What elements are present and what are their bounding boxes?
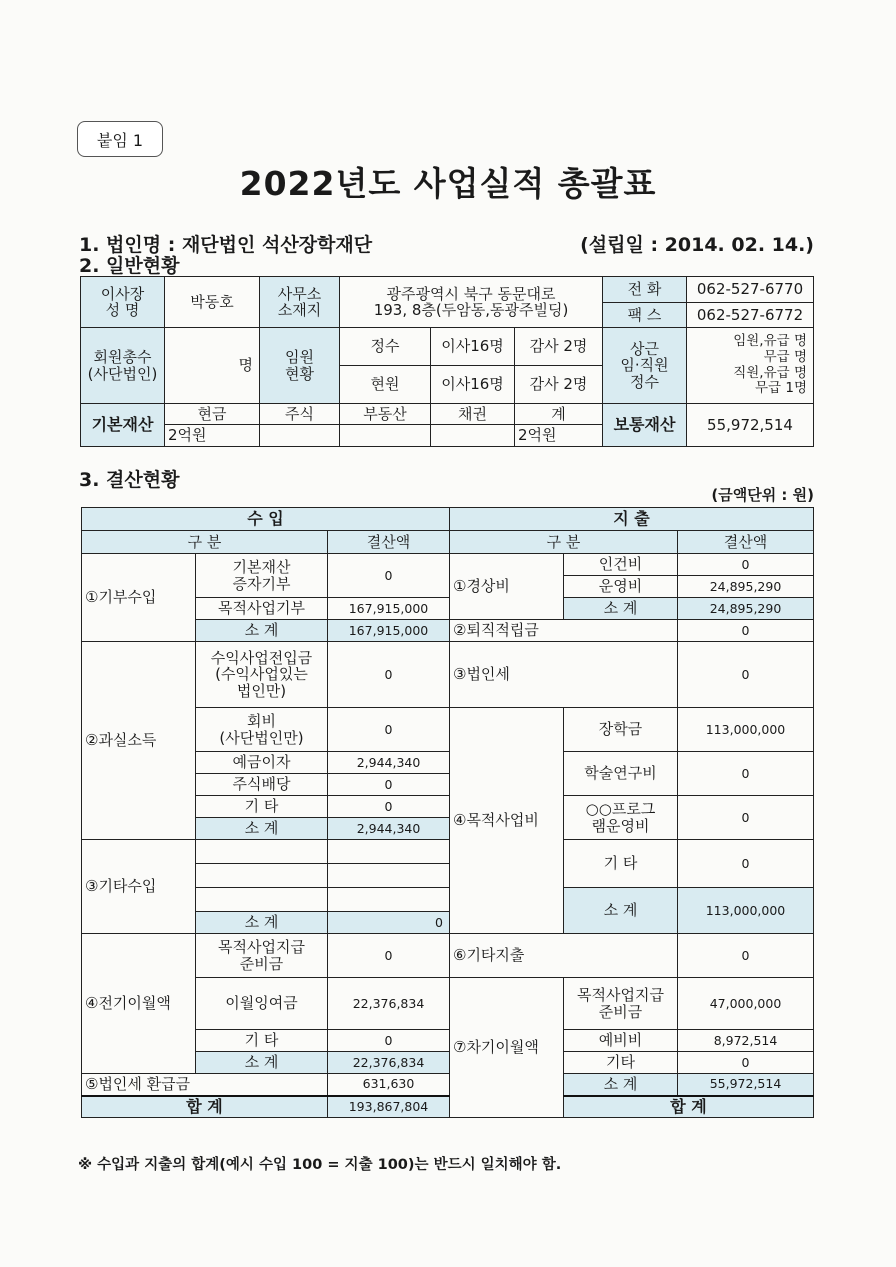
asset-value-bond [431, 425, 515, 447]
quota-label: 정수 [340, 328, 431, 366]
chair-name: 박동호 [165, 277, 260, 328]
income-other: ③기타수입 [82, 840, 196, 934]
asset-header-realestate: 부동산 [340, 404, 431, 425]
income-purpose-donation: 목적사업기부 [196, 598, 328, 620]
expense-total-label: 합 계 [564, 1096, 814, 1118]
expense-contingency: 예비비 [564, 1030, 678, 1052]
expense-next-subtotal-label: 소 계 [564, 1074, 678, 1096]
asset-header-total: 계 [515, 404, 603, 425]
income-profit-transfer: 수익사업전입금 (수익사업있는 법인만) [196, 642, 328, 708]
income-other-subtotal: 0 [328, 912, 450, 934]
expense-operating-subtotal-label: 소 계 [564, 598, 678, 620]
income-carryover: ④전기이월액 [82, 934, 196, 1074]
expense-col-amount: 결산액 [678, 531, 814, 554]
income-fees: 회비 (사단법인만) [196, 708, 328, 752]
asset-value-total: 2억원 [515, 425, 603, 447]
expense-retirement: ②퇴직적립금 [450, 620, 678, 642]
expense-personnel: 인건비 [564, 554, 678, 576]
income-profit-transfer-amt: 0 [328, 642, 450, 708]
chair-label: 이사장 성 명 [81, 277, 165, 328]
income-carry-etc: 기 타 [196, 1030, 328, 1052]
expense-corp-tax: ③법인세 [450, 642, 678, 708]
expense-scholarship: 장학금 [564, 708, 678, 752]
expense-purpose-subtotal: 113,000,000 [678, 888, 814, 934]
income-header: 수 입 [82, 508, 450, 531]
asset-value-cash: 2억원 [165, 425, 260, 447]
income-other-blank-1 [196, 840, 328, 864]
ordinary-assets-label: 보통재산 [603, 404, 687, 447]
income-basic-asset-donation: 기본재산 증자기부 [196, 554, 328, 598]
expense-purpose: ④목적사업비 [450, 708, 564, 934]
income-fruit-subtotal-label: 소 계 [196, 818, 328, 840]
income-purpose-donation-amt: 167,915,000 [328, 598, 450, 620]
corp-name-line: 1. 법인명 : 재단법인 석산장학재단 [79, 234, 373, 256]
income-other-blank-2 [196, 864, 328, 888]
asset-value-realestate [340, 425, 431, 447]
income-col-amount: 결산액 [328, 531, 450, 554]
section-general: 2. 일반현황 [79, 255, 180, 277]
attachment-badge: 붙임 1 [77, 121, 163, 157]
income-fruit-subtotal: 2,944,340 [328, 818, 450, 840]
income-dividend-amt: 0 [328, 774, 450, 796]
income-other-blank-amt-2 [328, 864, 450, 888]
expense-operating-subtotal: 24,895,290 [678, 598, 814, 620]
expense-header: 지 출 [450, 508, 814, 531]
phone-label: 전 화 [603, 277, 687, 303]
asset-header-cash: 현금 [165, 404, 260, 425]
income-tax-refund-amt: 631,630 [328, 1074, 450, 1096]
expense-personnel-amt: 0 [678, 554, 814, 576]
page-title: 2022년도 사업실적 총괄표 [239, 164, 657, 203]
expense-next-etc: 기타 [564, 1052, 678, 1074]
income-fruit-etc: 기 타 [196, 796, 328, 818]
income-surplus: 이월잉여금 [196, 978, 328, 1030]
income-tax-refund: ⑤법인세 환급금 [82, 1074, 328, 1096]
income-other-blank-amt-1 [328, 840, 450, 864]
income-donation: ①기부수입 [82, 554, 196, 642]
income-carry-subtotal-label: 소 계 [196, 1052, 328, 1074]
income-other-blank-amt-3 [328, 888, 450, 912]
expense-operation: 운영비 [564, 576, 678, 598]
income-other-subtotal-label: 소 계 [196, 912, 328, 934]
section-settlement: 3. 결산현황 [79, 469, 180, 491]
expense-reserve-amt: 47,000,000 [678, 978, 814, 1030]
expense-next-carry: ⑦차기이월액 [450, 978, 564, 1118]
expense-program-amt: 0 [678, 796, 814, 840]
income-total: 193,867,804 [328, 1096, 450, 1118]
expense-research: 학술연구비 [564, 752, 678, 796]
income-donation-subtotal: 167,915,000 [328, 620, 450, 642]
current-label: 현원 [340, 366, 431, 404]
expense-next-etc-amt: 0 [678, 1052, 814, 1074]
income-carry-subtotal: 22,376,834 [328, 1052, 450, 1074]
expense-corp-tax-amt: 0 [678, 642, 814, 708]
office-address: 광주광역시 북구 동문대로 193, 8층(두암동,동광주빌딩) [340, 277, 603, 328]
asset-header-bond: 채권 [431, 404, 515, 425]
expense-scholarship-amt: 113,000,000 [678, 708, 814, 752]
ordinary-assets-value: 55,972,514 [687, 404, 814, 447]
income-fruit: ②과실소득 [82, 642, 196, 840]
income-col-category: 구 분 [82, 531, 328, 554]
phone-value: 062-527-6770 [687, 277, 814, 303]
expense-purpose-etc-amt: 0 [678, 840, 814, 888]
income-carry-etc-amt: 0 [328, 1030, 450, 1052]
expense-contingency-amt: 8,972,514 [678, 1030, 814, 1052]
income-reserve-amt: 0 [328, 934, 450, 978]
amount-unit: (금액단위 : 원) [711, 486, 814, 504]
fulltime-value: 임원,유급 명 무급 명 직원,유급 명 무급 1명 [687, 328, 814, 404]
footnote: ※ 수입과 지출의 합계(예시 수입 100 = 지출 100)는 반드시 일치해야 함. [78, 1157, 562, 1173]
income-basic-asset-donation-amt: 0 [328, 554, 450, 598]
quota-auditors: 감사 2명 [515, 328, 603, 366]
expense-retirement-amt: 0 [678, 620, 814, 642]
general-status-table [80, 276, 814, 447]
established-date: (설립일 : 2014. 02. 14.) [580, 234, 814, 256]
fax-value: 062-527-6772 [687, 303, 814, 328]
income-interest: 예금이자 [196, 752, 328, 774]
income-other-blank-3 [196, 888, 328, 912]
current-directors: 이사16명 [431, 366, 515, 404]
quota-directors: 이사16명 [431, 328, 515, 366]
asset-value-stock [260, 425, 340, 447]
current-auditors: 감사 2명 [515, 366, 603, 404]
office-label: 사무소 소재지 [260, 277, 340, 328]
expense-program: ○○프로그 램운영비 [564, 796, 678, 840]
expense-other-amt: 0 [678, 934, 814, 978]
fax-label: 팩 스 [603, 303, 687, 328]
income-donation-subtotal-label: 소 계 [196, 620, 328, 642]
expense-research-amt: 0 [678, 752, 814, 796]
fulltime-label: 상근 임·직원 정수 [603, 328, 687, 404]
income-total-label: 합 계 [82, 1096, 328, 1118]
income-fruit-etc-amt: 0 [328, 796, 450, 818]
members-label: 회원총수 (사단법인) [81, 328, 165, 404]
officers-label: 임원 현황 [260, 328, 340, 404]
asset-header-stock: 주식 [260, 404, 340, 425]
income-interest-amt: 2,944,340 [328, 752, 450, 774]
members-value: 명 [165, 328, 260, 404]
expense-col-category: 구 분 [450, 531, 678, 554]
expense-other: ⑥기타지출 [450, 934, 678, 978]
income-reserve: 목적사업지급 준비금 [196, 934, 328, 978]
basic-assets-label: 기본재산 [81, 404, 165, 447]
expense-reserve: 목적사업지급 준비금 [564, 978, 678, 1030]
expense-purpose-etc: 기 타 [564, 840, 678, 888]
income-dividend: 주식배당 [196, 774, 328, 796]
income-fees-amt: 0 [328, 708, 450, 752]
income-surplus-amt: 22,376,834 [328, 978, 450, 1030]
settlement-table [81, 507, 814, 1118]
expense-operating: ①경상비 [450, 554, 564, 620]
expense-purpose-subtotal-label: 소 계 [564, 888, 678, 934]
expense-operation-amt: 24,895,290 [678, 576, 814, 598]
expense-next-subtotal: 55,972,514 [678, 1074, 814, 1096]
